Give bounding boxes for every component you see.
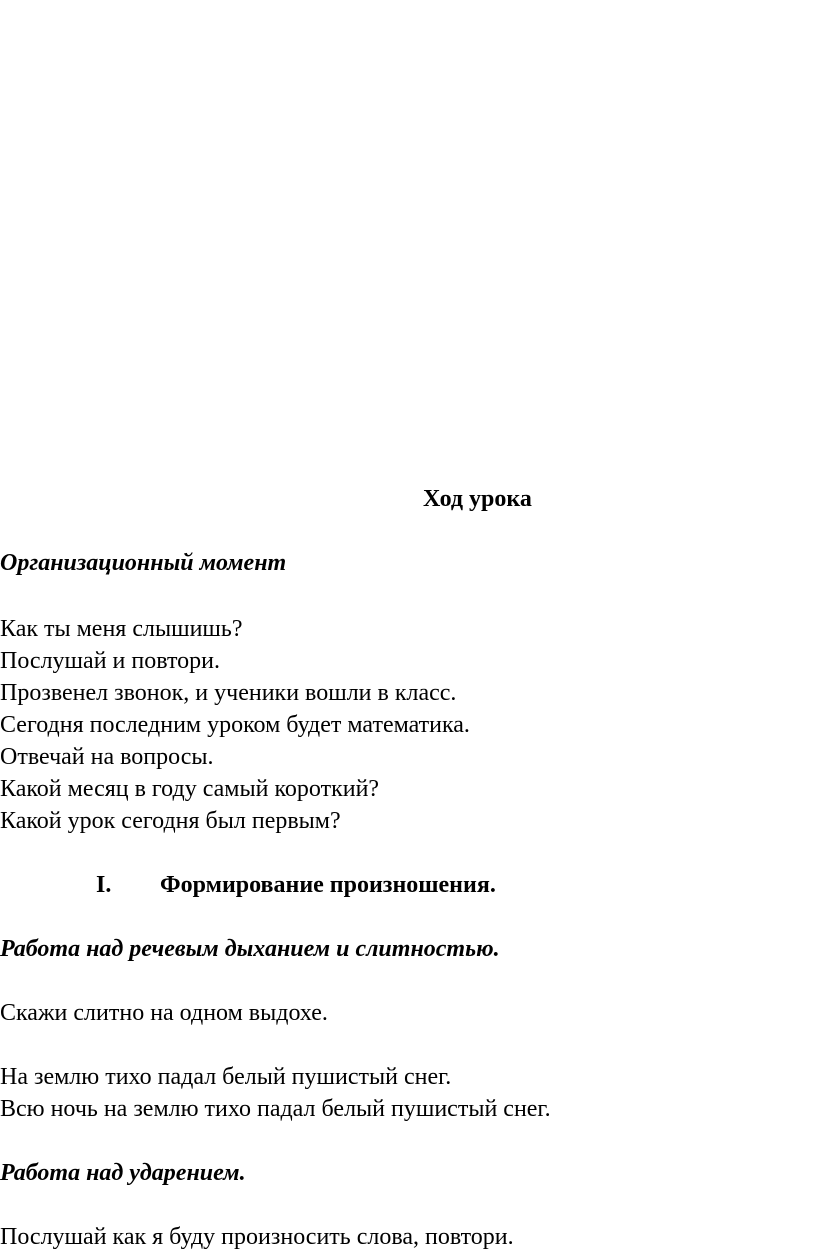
org-line: Послушай и повтори.: [0, 648, 220, 674]
org-line: Какой урок сегодня был первым?: [0, 808, 341, 834]
stress-instruction: Послушай как я буду произносить слова, повтори.: [0, 1224, 514, 1250]
breathing-line: Всю ночь на землю тихо падал белый пушистый снег.: [0, 1096, 551, 1122]
breathing-line: На землю тихо падал белый пушистый снег.: [0, 1064, 452, 1090]
section-number: I.: [96, 872, 112, 898]
breathing-heading: Работа над речевым дыханием и слитностью.: [0, 936, 500, 962]
org-line: Сегодня последним уроком будет математика.: [0, 712, 470, 738]
section-title: Формирование произношения.: [160, 872, 496, 898]
org-line: Как ты меня слышишь?: [0, 616, 243, 642]
page-title: Ход урока: [423, 486, 532, 512]
stress-heading: Работа над ударением.: [0, 1160, 246, 1186]
org-line: Прозвенел звонок, и ученики вошли в класс.: [0, 680, 457, 706]
breathing-instruction: Скажи слитно на одном выдохе.: [0, 1000, 328, 1026]
org-line: Отвечай на вопросы.: [0, 744, 214, 770]
org-line: Какой месяц в году самый короткий?: [0, 776, 380, 802]
org-moment-heading: Организационный момент: [0, 550, 287, 576]
